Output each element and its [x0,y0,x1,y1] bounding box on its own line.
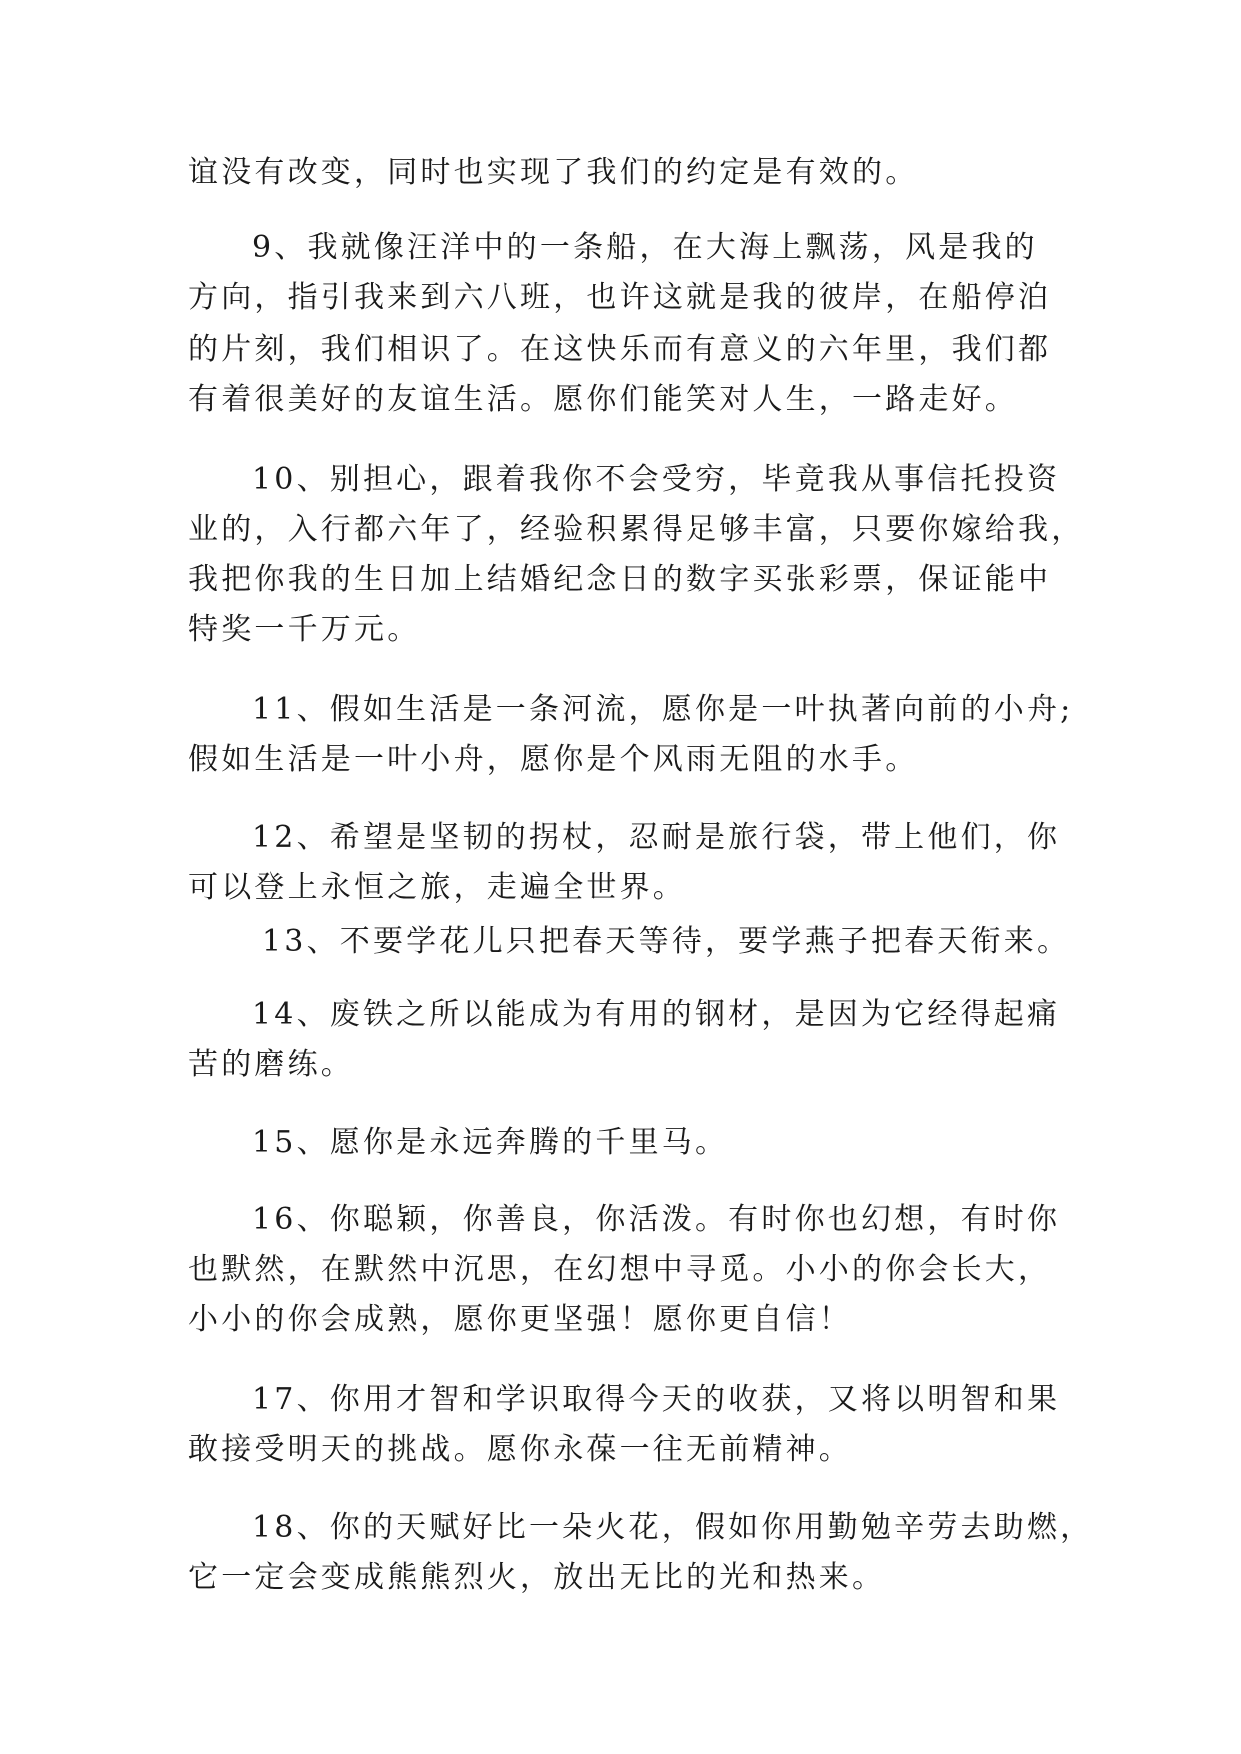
text-line: 它一定会变成熊熊烈火，放出无比的光和热来。 [188,1560,886,1595]
paragraph-line: 11、假如生活是一条河流，愿你是一叶执著向前的小舟; [252,692,1074,727]
paragraph-line: 17、你用才智和学识取得今天的收获，又将以明智和果 [252,1382,1061,1417]
text-line: 小小的你会成熟，愿你更坚强！愿你更自信！ [188,1302,852,1337]
paragraph-line: 9、我就像汪洋中的一条船，在大海上飘荡，风是我的 [252,230,1038,265]
text-line: 业的，入行都六年了，经验积累得足够丰富，只要你嫁给我， [188,512,1085,547]
text-line: 可以登上永恒之旅，走遍全世界。 [188,870,686,905]
text-line: 敢接受明天的挑战。愿你永葆一往无前精神。 [188,1432,852,1467]
text-line: 有着很美好的友谊生活。愿你们能笑对人生，一路走好。 [188,382,1018,417]
text-line: 方向，指引我来到六八班，也许这就是我的彼岸，在船停泊 [188,280,1052,315]
paragraph-line: 16、你聪颖，你善良，你活泼。有时你也幻想，有时你 [252,1202,1061,1237]
text-line: 谊没有改变，同时也实现了我们的约定是有效的。 [188,155,919,190]
text-line: 假如生活是一叶小舟，愿你是个风雨无阻的水手。 [188,742,919,777]
paragraph-line: 15、愿你是永远奔腾的千里马。 [252,1125,729,1160]
paragraph-line: 10、别担心，跟着我你不会受穷，毕竟我从事信托投资 [252,462,1061,497]
paragraph-line: 13、不要学花儿只把春天等待，要学燕子把春天衔来。 [262,924,1071,959]
text-line: 苦的磨练。 [188,1047,354,1082]
text-line: 特奖一千万元。 [188,612,421,647]
text-line: 我把你我的生日加上结婚纪念日的数字买张彩票，保证能中 [188,562,1052,597]
paragraph-line: 14、废铁之所以能成为有用的钢材，是因为它经得起痛 [252,997,1061,1032]
text-line: 的片刻，我们相识了。在这快乐而有意义的六年里，我们都 [188,332,1052,367]
paragraph-line: 18、你的天赋好比一朵火花，假如你用勤勉辛劳去助燃， [252,1510,1094,1545]
text-line: 也默然，在默然中沉思，在幻想中寻觅。小小的你会长大， [188,1252,1052,1287]
paragraph-line: 12、希望是坚韧的拐杖，忍耐是旅行袋，带上他们，你 [252,820,1061,855]
